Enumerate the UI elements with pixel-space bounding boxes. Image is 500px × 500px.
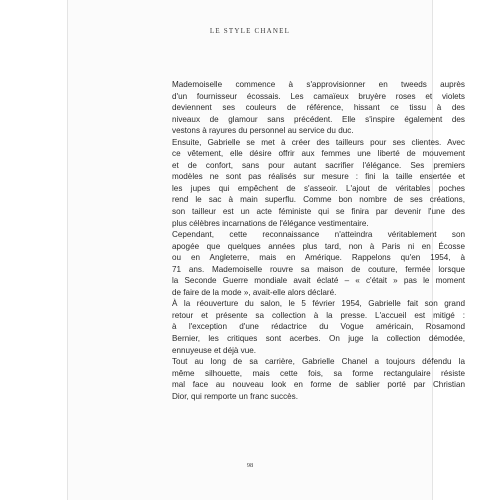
text-line: deviennent ses couleurs de référence, hissant ce tissu à des [172, 103, 465, 113]
text-line: mal face au nouveau look en forme de sablier porté par Christian [172, 380, 465, 390]
text-line: ce vêtement, elle désire offrir aux femmes une liberté de mouvement [172, 149, 465, 159]
paragraph [172, 298, 465, 356]
text-line: la Seconde Guerre mondiale avait éclaté – « c'était » pas le moment [172, 276, 465, 286]
text-line: même silhouette, mais cette fois, sa forme rectangulaire résiste [172, 368, 465, 378]
text-line: les jupes qui empêchent de s'asseoir. L'ajout de véritables poches [172, 183, 465, 193]
text-line: 71 ans. Mademoiselle rouvre sa maison de couture, fermée lorsque [172, 264, 465, 274]
text-line: de faire de la mode », avait-elle alors déclaré. [172, 287, 337, 297]
text-line: apogée que quelques années plus tard, non à Paris ni en Écosse [172, 241, 465, 251]
text-line: ou en Angleterre, mais en Amérique. Rappelons qu'en 1954, à [172, 253, 465, 263]
paragraph [172, 356, 465, 402]
text-line: Bernier, les critiques sont acerbes. On juge la collection démodée, [172, 334, 465, 344]
body-text [172, 79, 465, 402]
paragraph [172, 137, 465, 229]
text-line: à l'exception d'une rédactrice du Vogue américain, Rosamond [172, 322, 465, 332]
text-line: vestons à rayures du personnel au service du duc. [172, 126, 354, 136]
text-line: d'un fournisseur écossais. Les camaïeux bruyère roses et violets [172, 91, 465, 101]
text-line: Cependant, cette reconnaissance n'atteindra véritablement son [172, 230, 465, 240]
book-page [67, 0, 465, 500]
text-line: ennuyeuse et déjà vue. [172, 345, 257, 355]
page-number: 98 [246, 462, 254, 469]
text-line: modèles ne sont pas réalisés sur mesure : fini la taille ensertée et [172, 172, 465, 182]
running-header: LE STYLE CHANEL [209, 27, 291, 35]
text-line: niveaux de glamour sans précédent. Elle s'inspire également des [172, 114, 465, 124]
text-line: À la réouverture du salon, le 5 février 1954, Gabrielle fait son grand [172, 299, 465, 309]
text-line: Ensuite, Gabrielle se met à créer des tailleurs pour ses clientes. Avec [172, 137, 465, 147]
text-line: Mademoiselle commence à s'approvisionner en tweeds auprès [172, 80, 465, 89]
text-line: Dior, qui remporte un franc succès. [172, 391, 298, 401]
text-line: retour et présente sa collection à la presse. L'accueil est mitigé : [172, 310, 465, 320]
text-line: plus célèbres incarnations de l'élégance vestimentaire. [172, 218, 369, 228]
text-line: son tailleur est un acte féministe qui se finira par devenir l'une des [172, 207, 465, 217]
text-line: Tout au long de sa carrière, Gabrielle Chanel a toujours défendu la [172, 357, 465, 367]
paragraph [172, 229, 465, 298]
text-line: et de confort, sans pour autant sacrifier l'élégance. Ses premiers [172, 160, 465, 170]
text-line: rend le sac à main superflu. Comme bon nombre de ses créations, [172, 195, 465, 205]
paragraph [172, 79, 465, 137]
